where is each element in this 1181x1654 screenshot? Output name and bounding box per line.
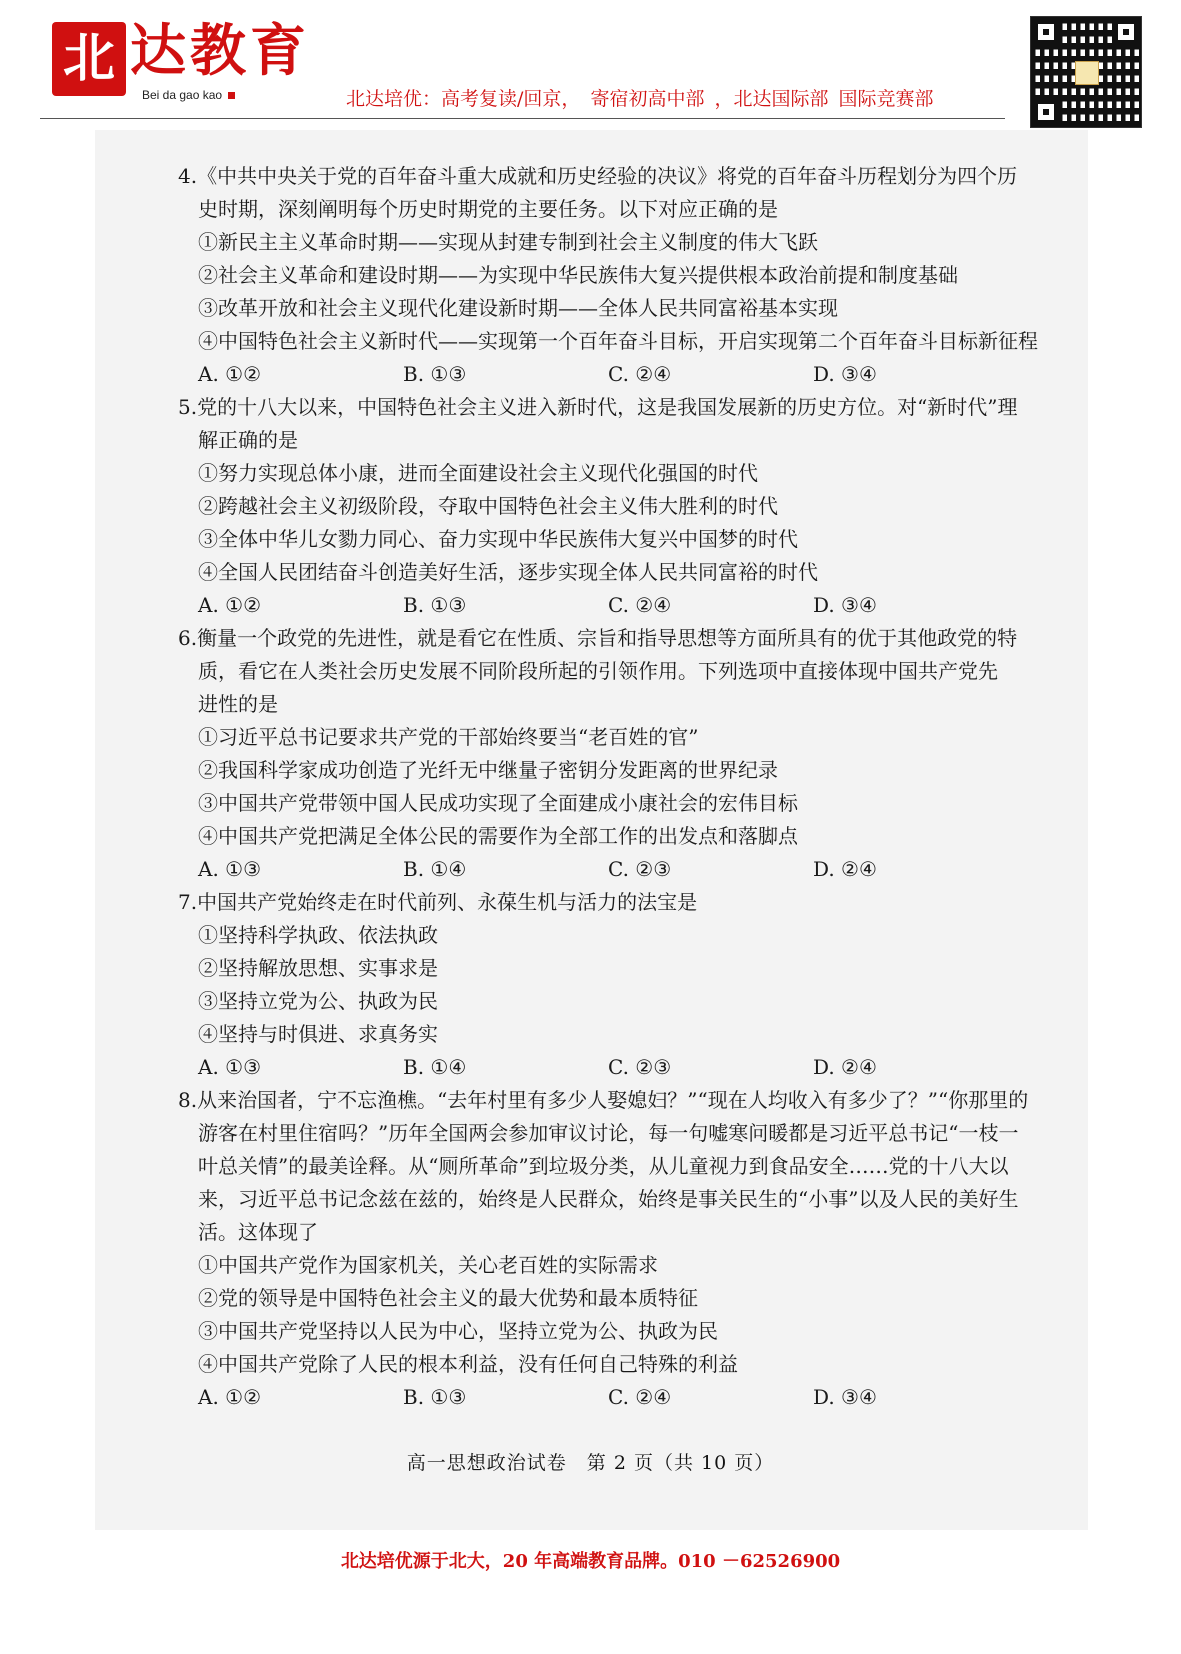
statement-item: ③中国共产党坚持以人民为中心，坚持立党为公、执政为民 [198,1319,718,1343]
option-b: B. ①③ [403,362,467,386]
option-d: D. ②④ [813,1055,877,1079]
answer-options [178,1381,1038,1414]
statement-item: ④全国人民团结奋斗创造美好生活，逐步实现全体人民共同富裕的时代 [198,560,818,584]
question-stem-cont: 游客在村里住宿吗？”历年全国两会参加审议讨论，每一句嘘寒问暖都是习近平总书记“一枝一 [198,1121,1019,1145]
statement-item: ②跨越社会主义初级阶段，夺取中国特色社会主义伟大胜利的时代 [198,494,778,518]
option-c: C. ②④ [608,593,672,617]
statement-item: ①中国共产党作为国家机关，关心老百姓的实际需求 [198,1253,658,1277]
question-stem: 4.《中共中央关于党的百年奋斗重大成就和历史经验的决议》将党的百年奋斗历程划分为四个历 [178,164,1018,188]
question-stem: 8.从来治国者，宁不忘渔樵。“去年村里有多少人娶媳妇？”“现在人均收入有多少了？”“你那里的 [178,1088,1029,1112]
question-list [178,160,1038,1414]
answer-options [178,1051,1038,1084]
answer-options [178,589,1038,622]
statement-item: ②坚持解放思想、实事求是 [198,956,438,980]
statement-item: ④中国共产党除了人民的根本利益，没有任何自己特殊的利益 [198,1352,738,1376]
header-tagline: 北达培优：高考复读/回京， 寄宿初高中部 ，北达国际部 国际竞赛部 [346,88,934,110]
statement-item: ①努力实现总体小康，进而全面建设社会主义现代化强国的时代 [198,461,758,485]
question-4 [178,160,1038,391]
question-stem-cont: 来，习近平总书记念兹在兹的，始终是人民群众，始终是事关民生的“小事”以及人民的美好生 [198,1187,1019,1211]
statement-item: ③中国共产党带领中国人民成功实现了全面建成小康社会的宏伟目标 [198,791,798,815]
option-a: A. ①② [198,593,262,617]
option-c: C. ②④ [608,1385,672,1409]
statement-item: ②党的领导是中国特色社会主义的最大优势和最本质特征 [198,1286,698,1310]
logo-subtitle: Bei da gao kao [142,88,235,102]
statement-item: ①新民主主义革命时期——实现从封建专制到社会主义制度的伟大飞跃 [198,230,818,254]
statement-item: ①坚持科学执政、依法执政 [198,923,438,947]
logo-mark: 北 [52,22,126,96]
option-c: C. ②③ [608,1055,672,1079]
statement-item: ④坚持与时俱进、求真务实 [198,1022,438,1046]
question-stem: 6.衡量一个政党的先进性，就是看它在性质、宗旨和指导思想等方面所具有的优于其他政党的特 [178,626,1018,650]
answer-options [178,358,1038,391]
question-stem: 7.中国共产党始终走在时代前列、永葆生机与活力的法宝是 [178,890,698,914]
option-b: B. ①④ [403,857,467,881]
statement-item: ④中国共产党把满足全体公民的需要作为全部工作的出发点和落脚点 [198,824,798,848]
option-c: C. ②③ [608,857,672,881]
question-stem-cont: 进性的是 [198,692,278,716]
option-b: B. ①④ [403,1055,467,1079]
question-stem-cont: 解正确的是 [198,428,298,452]
option-c: C. ②④ [608,362,672,386]
option-a: A. ①② [198,362,262,386]
statement-item: ④中国特色社会主义新时代——实现第一个百年奋斗目标，开启实现第二个百年奋斗目标新征程 [198,329,1038,353]
logo-title: 达教育 [130,18,310,84]
statement-item: ③改革开放和社会主义现代化建设新时期——全体人民共同富裕基本实现 [198,296,838,320]
promo-footer: 北达培优源于北大，20 年高端教育品牌。010 －62526900 [340,1551,841,1572]
statement-item: ③全体中华儿女勠力同心、奋力实现中华民族伟大复兴中国梦的时代 [198,527,798,551]
question-5 [178,391,1038,622]
question-7 [178,886,1038,1084]
question-stem-cont: 活。这体现了 [198,1220,318,1244]
question-8 [178,1084,1038,1414]
statement-item: ③坚持立党为公、执政为民 [198,989,438,1013]
option-d: D. ③④ [813,593,877,617]
statement-item: ②我国科学家成功创造了光纤无中继量子密钥分发距离的世界纪录 [198,758,778,782]
option-d: D. ③④ [813,1385,877,1409]
page-number: 高一思想政治试卷 第 2 页（共 10 页） [406,1452,775,1474]
question-stem-cont: 史时期，深刻阐明每个历史时期党的主要任务。以下对应正确的是 [198,197,778,221]
question-stem-cont: 叶总关情”的最美诠释。从“厕所革命”到垃圾分类，从儿童视力到食品安全……党的十八大以 [198,1154,1009,1178]
option-a: A. ①② [198,1385,262,1409]
statement-item: ②社会主义革命和建设时期——为实现中华民族伟大复兴提供根本政治前提和制度基础 [198,263,958,287]
option-d: D. ③④ [813,362,877,386]
header-divider [40,118,1005,119]
qr-code-icon [1030,16,1142,128]
question-stem-cont: 质，看它在人类社会历史发展不同阶段所起的引领作用。下列选项中直接体现中国共产党先 [198,659,998,683]
option-d: D. ②④ [813,857,877,881]
option-b: B. ①③ [403,593,467,617]
option-b: B. ①③ [403,1385,467,1409]
question-6 [178,622,1038,886]
answer-options [178,853,1038,886]
statement-item: ①习近平总书记要求共产党的干部始终要当“老百姓的官” [198,725,699,749]
option-a: A. ①③ [198,1055,262,1079]
page-header [0,0,1181,125]
question-stem: 5.党的十八大以来，中国特色社会主义进入新时代，这是我国发展新的历史方位。对“新时代”理 [178,395,1018,419]
option-a: A. ①③ [198,857,262,881]
